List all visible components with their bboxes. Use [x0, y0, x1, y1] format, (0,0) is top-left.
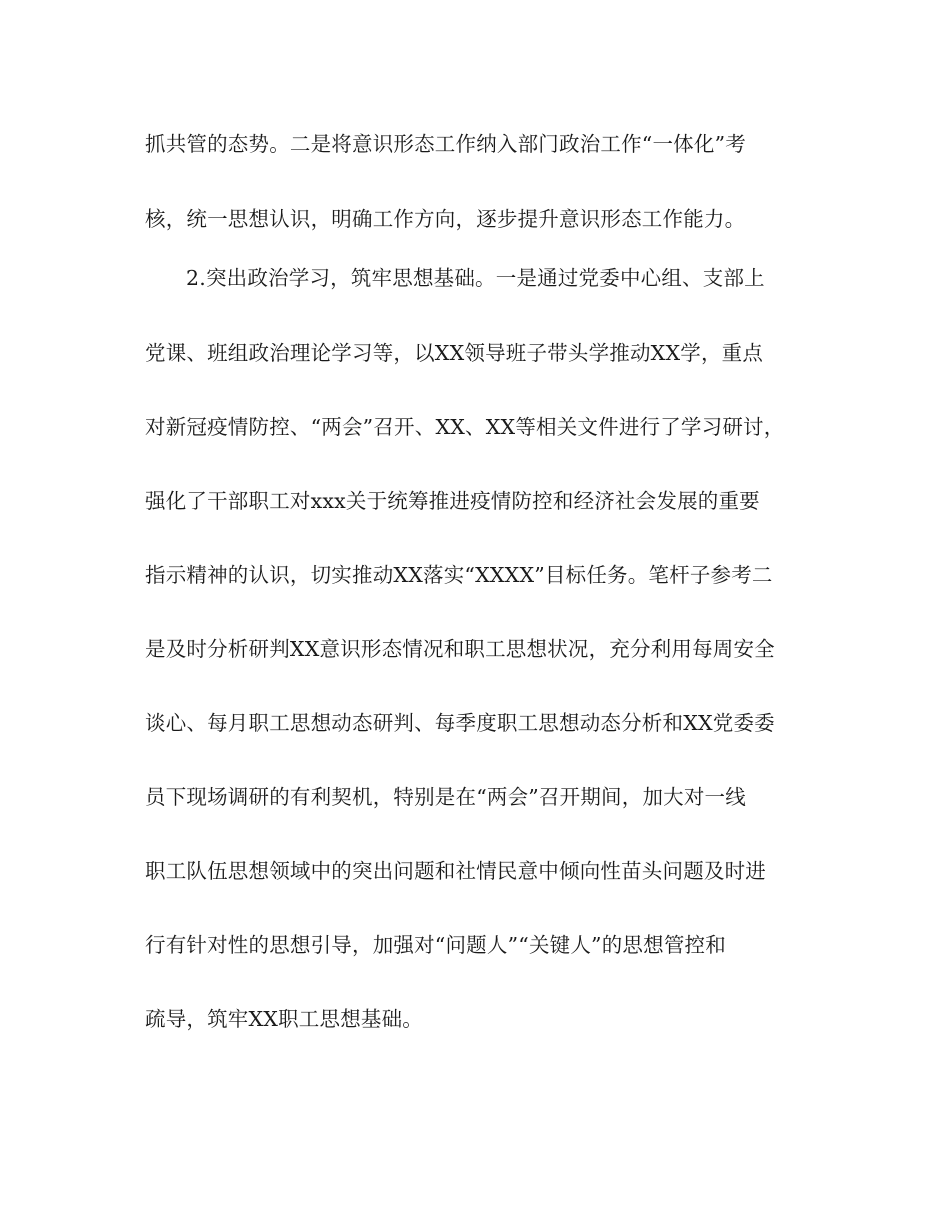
paragraph-line: 核，统一思想认识，明确工作方向，逐步提升意识形态工作能力。 [145, 207, 746, 231]
paragraph-line: 指示精神的认识，切实推动XX落实“XXXX”目标任务。笔杆子参考二 [145, 563, 773, 587]
paragraph-line: 职工队伍思想领域中的突出问题和社情民意中倾向性苗头问题及时进 [145, 859, 766, 883]
paragraph-line: 员下现场调研的有利契机，特别是在“两会”召开期间，加大对一线 [145, 785, 746, 809]
paragraph-line: 是及时分析研判XX意识形态情况和职工思想状况，充分利用每周安全 [145, 637, 775, 661]
paragraph-line: 疏导，筑牢XX职工思想基础。 [145, 1007, 423, 1031]
paragraph-line: 党课、班组政治理论学习等，以XX领导班子带头学推动XX学，重点 [145, 341, 764, 365]
paragraph-line: 谈心、每月职工思想动态研判、每季度职工思想动态分析和XX党委委 [145, 711, 775, 735]
paragraph-line: 强化了干部职工对xxx关于统筹推进疫情防控和经济社会发展的重要 [145, 489, 760, 513]
paragraph-line: 抓共管的态势。二是将意识形态工作纳入部门政治工作“一体化”考 [145, 132, 746, 156]
paragraph-line: 对新冠疫情防控、“两会”召开、XX、XX等相关文件进行了学习研讨， [145, 415, 785, 439]
paragraph-heading-line: 2.突出政治学习，筑牢思想基础。一是通过党委中心组、支部上 [186, 266, 765, 290]
paragraph-line: 行有针对性的思想引导，加强对“问题人”“关键人”的思想管控和 [145, 933, 726, 957]
